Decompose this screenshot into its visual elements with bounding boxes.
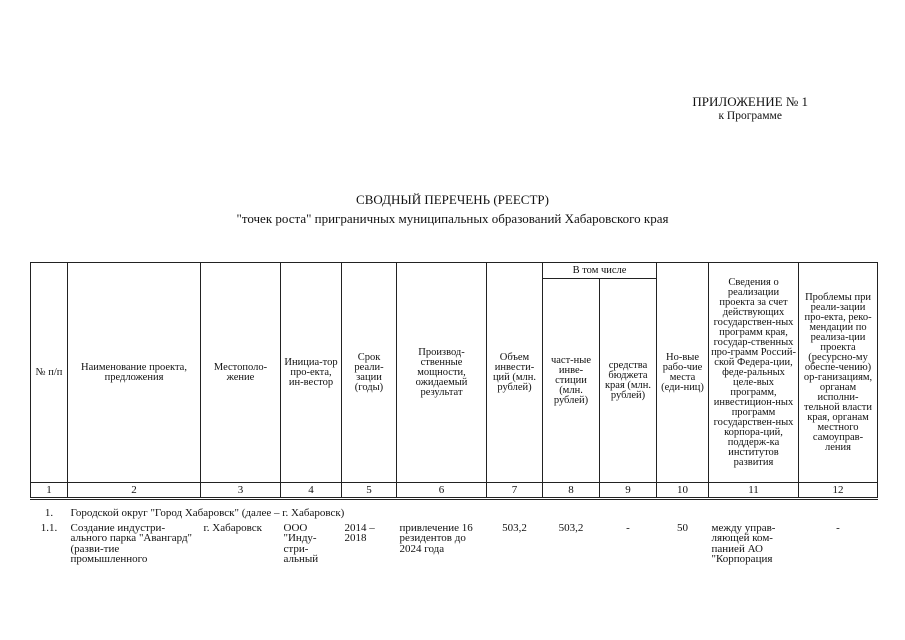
section-row xyxy=(31,499,878,521)
appendix-block xyxy=(692,94,808,124)
row-initiator: ООО "Инду-стри-альный xyxy=(283,521,319,565)
header-location: Местополо-жение xyxy=(201,263,281,483)
column-number: 11 xyxy=(709,483,799,499)
row-programs: между управ-ляющей ком-панией АО "Корпорация xyxy=(711,521,776,565)
header-initiator: Инициа-тор про-екта, ин-вестор xyxy=(281,263,342,483)
header-programs: Сведения о реализации проекта за счет действующих государствен-ных программ края, государ-ственных про-грамм Россий-ской Федера-ции, феде-ральных целе-вых программ, инвестицион-ных программ государствен-ных корпора-ций, поддерж-ка институтов развития xyxy=(709,263,799,483)
row-budget: - xyxy=(626,521,630,534)
section-title: Городской округ "Город Хабаровск" (далее – г. Хабаровск) xyxy=(68,499,878,521)
header-term: Срок реали-зации (годы) xyxy=(342,263,397,483)
appendix-subtitle: к Программе xyxy=(718,110,782,122)
column-number: 4 xyxy=(281,483,342,499)
heading-line-2: "точек роста" приграничных муниципальных образований Хабаровского края xyxy=(236,211,669,226)
row-num: 1.1. xyxy=(40,521,58,534)
row-capacity: привлечение 16 резидентов до 2024 года xyxy=(399,521,473,555)
header-private: част-ные инве-стиции (млн. рублей) xyxy=(543,279,600,483)
document-heading xyxy=(0,190,905,228)
column-number: 6 xyxy=(397,483,487,499)
column-number: 1 xyxy=(31,483,68,499)
table-row xyxy=(31,521,878,567)
header-name: Наименование проекта, предложения xyxy=(68,263,201,483)
column-number: 3 xyxy=(201,483,281,499)
row-private: 503,2 xyxy=(558,521,584,534)
column-number: 2 xyxy=(68,483,201,499)
column-number: 7 xyxy=(487,483,543,499)
column-number: 5 xyxy=(342,483,397,499)
row-investment: 503,2 xyxy=(502,521,527,534)
header-jobs: Но-вые рабо-чие места (еди-ниц) xyxy=(657,263,709,483)
heading-line-1: СВОДНЫЙ ПЕРЕЧЕНЬ (РЕЕСТР) xyxy=(356,192,549,207)
appendix-title: ПРИЛОЖЕНИЕ № 1 xyxy=(692,94,808,109)
column-number: 10 xyxy=(657,483,709,499)
column-number: 9 xyxy=(600,483,657,499)
header-including: В том числе xyxy=(543,263,657,279)
header-investment: Объем инвести-ций (млн. рублей) xyxy=(487,263,543,483)
header-problems: Проблемы при реали-зации про-екта, реко-мендации по реализа-ции проекта (ресурсно-му обеспе-чению) ор-ганизациям, органам исполни-тельной власти края, органам местного самоуправ-ления xyxy=(799,263,878,483)
row-term: 2014 – 2018 xyxy=(344,521,375,544)
header-budget: средства бюджета края (млн. рублей) xyxy=(600,279,657,483)
row-jobs: 50 xyxy=(677,521,689,534)
registry-table xyxy=(30,262,878,567)
row-name: Создание индустри-ального парка "Авангард" (разви-тие промышленного xyxy=(70,521,193,565)
row-location: г. Хабаровск xyxy=(203,521,262,534)
header-num: № п/п xyxy=(31,263,68,483)
column-number: 8 xyxy=(543,483,600,499)
section-num: 1. xyxy=(31,499,68,521)
column-number-row xyxy=(31,483,878,499)
column-number: 12 xyxy=(799,483,878,499)
header-capacity: Производ-ственные мощности, ожидаемый результат xyxy=(397,263,487,483)
row-problems: - xyxy=(836,521,840,534)
